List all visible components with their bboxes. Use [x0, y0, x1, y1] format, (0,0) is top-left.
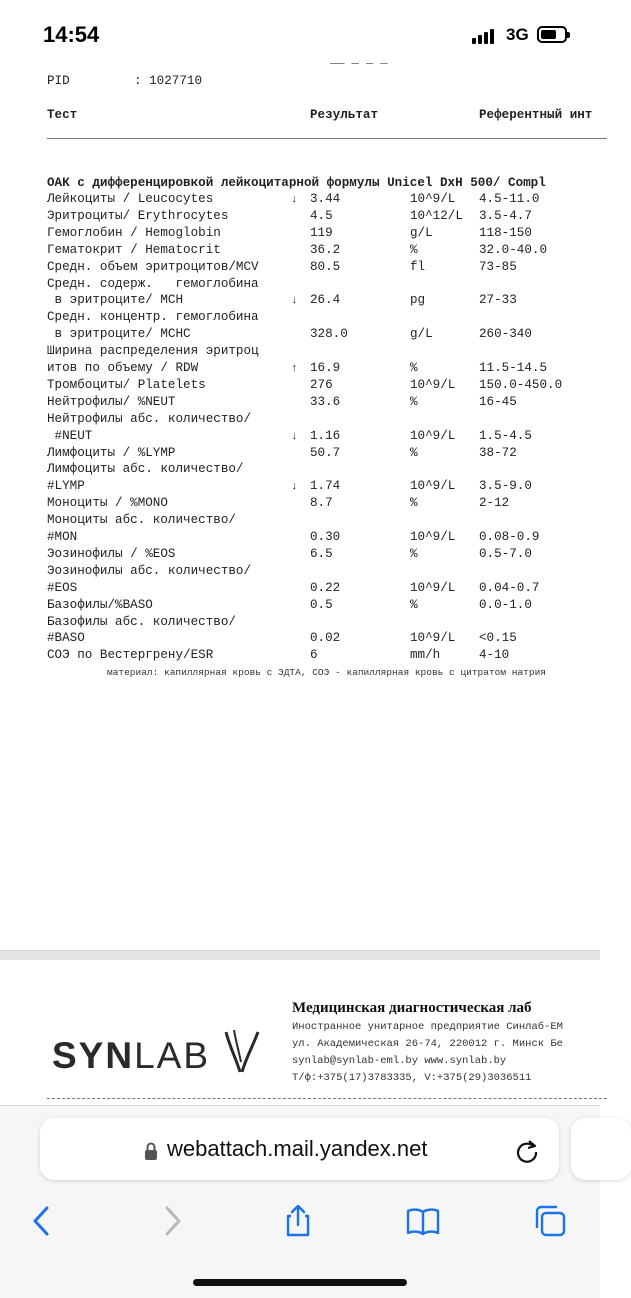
- result-flag: ↑: [291, 363, 298, 375]
- lab-info-line: Иностранное унитарное предприятие Синлаб-ЕМ: [292, 1021, 563, 1033]
- test-result: 16.9: [310, 361, 341, 375]
- lab-info-line: ул. Академическая 26-74, 220012 г. Минск Бе: [292, 1038, 563, 1050]
- section-title: ОАК с дифференцировкой лейкоцитарной формулы Unicel DxH 500/ Compl: [47, 176, 546, 190]
- test-name: в эритроците/ MCH: [47, 293, 184, 308]
- material-note: материал: капиллярная кровь с ЭДТА, СОЭ - капиллярная кровь с цитратом натрия: [107, 667, 546, 679]
- test-name: Лимфоциты абс. количество/: [47, 462, 244, 477]
- column-header-test: Тест: [47, 108, 78, 122]
- test-result: 80.5: [310, 259, 341, 274]
- test-result: 0.22: [310, 580, 341, 595]
- result-flag: ↓: [291, 295, 298, 308]
- cropped-text-fragment: ‾‾ ‾ ‾ ‾: [330, 62, 388, 76]
- test-name: Гемоглобин / Hemoglobin: [47, 225, 221, 240]
- reference-range: 0.04-0.7: [479, 580, 540, 595]
- test-name: Гематокрит / Hematocrit: [47, 242, 221, 257]
- reference-range: 3.5-9.0: [479, 479, 532, 494]
- test-unit: g/L: [410, 327, 433, 342]
- back-icon[interactable]: [25, 1204, 59, 1238]
- battery-icon: [537, 26, 567, 43]
- reference-range: 118-150: [479, 225, 532, 240]
- column-header-result: Результат: [310, 108, 379, 122]
- cellular-signal-icon: [472, 28, 498, 44]
- test-result: 119: [310, 225, 333, 240]
- lab-info-line: synlab@synlab-eml.by www.synlab.by: [292, 1055, 507, 1067]
- test-name: Моноциты абс. количество/: [47, 513, 236, 528]
- reference-range: 3.5-4.7: [479, 208, 532, 223]
- test-name: #EOS: [47, 580, 78, 595]
- test-name: Эритроциты/ Erythrocytes: [47, 208, 229, 223]
- test-name: в эритроците/ MCHC: [47, 327, 191, 342]
- forward-icon[interactable]: [155, 1204, 189, 1238]
- result-flag: ↓: [291, 430, 298, 443]
- test-name: Базофилы абс. количество/: [47, 614, 236, 629]
- test-name: Средн. содерж. гемоглобина: [47, 276, 259, 291]
- test-name: Средн. концентр. гемоглобина: [47, 310, 259, 325]
- reference-range: 2-12: [479, 496, 510, 511]
- reference-range: 11.5-14.5: [479, 361, 548, 375]
- test-name: Нейтрофилы/ %NEUT: [47, 394, 176, 409]
- test-name: Лейкоциты / Leucocytes: [47, 192, 214, 206]
- test-unit: 10^9/L: [410, 377, 456, 392]
- lab-letterhead: [0, 960, 600, 1105]
- share-icon[interactable]: [281, 1204, 315, 1238]
- test-name: #LYMP: [47, 479, 85, 494]
- test-unit: pg: [410, 293, 426, 308]
- test-result: 0.5: [310, 597, 333, 612]
- synlab-mark-icon: [222, 1028, 262, 1074]
- test-unit: %: [410, 496, 418, 511]
- test-unit: %: [410, 394, 418, 409]
- test-name: Эозинофилы / %EOS: [47, 546, 176, 561]
- lab-title: Медицинская диагностическая лаб: [292, 1000, 532, 1016]
- test-name: #NEUT: [47, 428, 93, 443]
- reference-range: 0.0-1.0: [479, 597, 532, 612]
- test-name: Лимфоциты / %LYMP: [47, 445, 176, 460]
- test-unit: g/L: [410, 225, 433, 240]
- test-name: итов по объему / RDW: [47, 361, 199, 375]
- test-unit: 10^9/L: [410, 428, 456, 443]
- test-unit: mm/h: [410, 648, 441, 663]
- bookmarks-icon[interactable]: [406, 1204, 440, 1238]
- reference-range: 4-10: [479, 648, 510, 663]
- test-result: 0.02: [310, 631, 341, 646]
- status-bar: [0, 0, 600, 70]
- reference-range: 260-340: [479, 327, 532, 342]
- test-name: #MON: [47, 530, 78, 544]
- reference-range: 16-45: [479, 394, 517, 409]
- test-name: Эозинофилы абс. количество/: [47, 563, 252, 578]
- test-unit: 10^9/L: [410, 580, 456, 595]
- test-result: 328.0: [310, 327, 348, 342]
- url-text[interactable]: webattach.mail.yandex.net: [167, 1136, 428, 1161]
- test-unit: 10^9/L: [410, 479, 456, 494]
- test-result: 1.74: [310, 479, 341, 494]
- test-name: Ширина распределения эритроц: [47, 344, 259, 359]
- result-flag: ↓: [291, 481, 298, 494]
- reference-range: 0.08-0.9: [479, 530, 540, 544]
- test-unit: 10^9/L: [410, 192, 456, 206]
- tabs-icon[interactable]: [533, 1204, 567, 1238]
- reference-range: 150.0-450.0: [479, 377, 563, 392]
- test-result: 4.5: [310, 208, 333, 223]
- test-result: 50.7: [310, 445, 341, 460]
- test-unit: 10^12/L: [410, 208, 463, 223]
- test-name: Тромбоциты/ Platelets: [47, 377, 206, 392]
- header-divider: [47, 138, 607, 139]
- footer-divider: [47, 1098, 607, 1099]
- test-name: СОЭ по Вестергрену/ESR: [47, 648, 214, 663]
- test-name: #BASO: [47, 631, 85, 646]
- test-result: 33.6: [310, 394, 341, 409]
- test-result: 3.44: [310, 192, 341, 206]
- reference-range: 32.0-40.0: [479, 242, 548, 257]
- browser-toolbar: [0, 1105, 600, 1298]
- lock-icon: [144, 1142, 158, 1160]
- next-tab-preview[interactable]: [571, 1118, 631, 1180]
- test-unit: %: [410, 597, 418, 612]
- test-unit: %: [410, 242, 418, 257]
- test-unit: %: [410, 546, 418, 561]
- status-time: 14:54: [43, 22, 100, 47]
- synlab-logo: SYNLAB: [52, 1028, 262, 1077]
- test-name: Средн. объем эритроцитов/MCV: [47, 259, 259, 274]
- column-header-reference: Референтный инт: [479, 108, 593, 122]
- test-name: Нейтрофилы абс. количество/: [47, 411, 252, 426]
- reference-range: 0.5-7.0: [479, 546, 532, 561]
- document-page[interactable]: [0, 62, 600, 950]
- test-unit: 10^9/L: [410, 530, 456, 544]
- reference-range: 73-85: [479, 259, 517, 274]
- reload-icon[interactable]: [514, 1138, 540, 1164]
- reference-range: 4.5-11.0: [479, 192, 540, 206]
- test-result: 36.2: [310, 242, 341, 257]
- test-result: 8.7: [310, 496, 333, 511]
- test-result: 6: [310, 648, 318, 663]
- test-result: 0.30: [310, 530, 341, 544]
- home-indicator[interactable]: [193, 1279, 407, 1286]
- network-type: 3G: [506, 25, 529, 44]
- lab-info-line: Т/ф:+375(17)3783335, V:+375(29)3036511: [292, 1072, 532, 1084]
- result-flag: ↓: [291, 194, 298, 206]
- reference-range: 27-33: [479, 293, 517, 308]
- pid-label: PID: [47, 74, 70, 88]
- test-result: 26.4: [310, 293, 341, 308]
- pid-value: : 1027710: [134, 74, 203, 88]
- test-name: Моноциты / %MONO: [47, 496, 168, 511]
- test-unit: 10^9/L: [410, 631, 456, 646]
- test-result: 1.16: [310, 428, 341, 443]
- test-name: Базофилы/%BASO: [47, 597, 153, 612]
- test-unit: fl: [410, 259, 426, 274]
- reference-range: <0.15: [479, 631, 517, 646]
- test-unit: %: [410, 361, 418, 375]
- test-result: 276: [310, 377, 333, 392]
- test-unit: %: [410, 445, 418, 460]
- reference-range: 1.5-4.5: [479, 428, 532, 443]
- reference-range: 38-72: [479, 445, 517, 460]
- test-result: 6.5: [310, 546, 333, 561]
